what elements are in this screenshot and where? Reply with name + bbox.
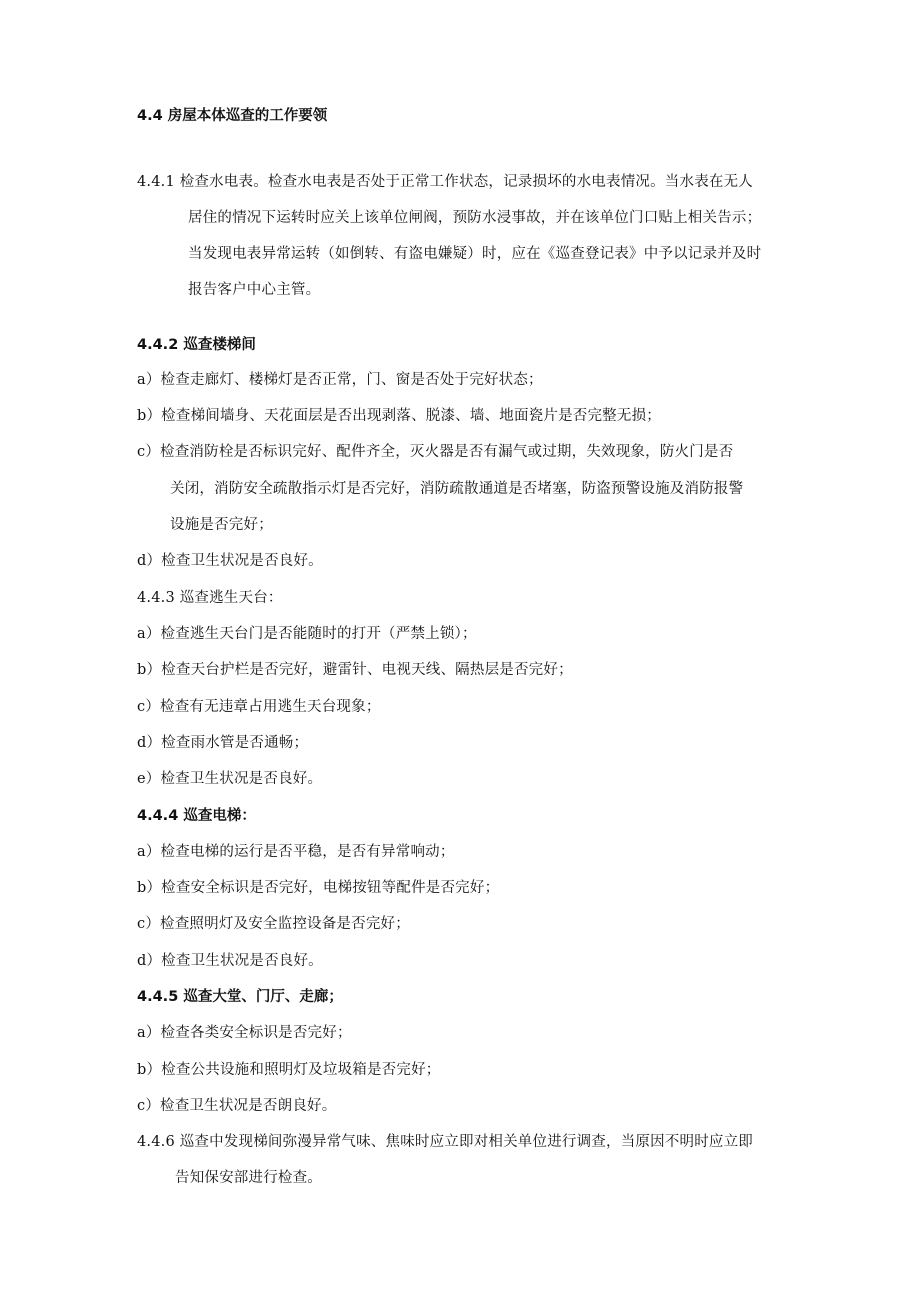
subsection-heading-4-4-3: 4.4.3 巡查逃生天台： bbox=[137, 590, 283, 606]
list-item: a）检查电梯的运行是否平稳，是否有异常响动； bbox=[137, 844, 455, 860]
list-item-continuation: 设施是否完好； bbox=[170, 517, 273, 533]
paragraph-line: 告知保安部进行检查。 bbox=[175, 1170, 322, 1186]
paragraph-line: 当发现电表异常运转（如倒转、有盗电嫌疑）时，应在《巡查登记表》中予以记录并及时 bbox=[188, 246, 762, 262]
list-item: c）检查照明灯及安全监控设备是否完好； bbox=[137, 916, 410, 932]
list-item: d）检查雨水管是否通畅； bbox=[137, 735, 309, 751]
list-item: b）检查安全标识是否完好，电梯按钮等配件是否完好； bbox=[137, 880, 500, 896]
list-item: c）检查卫生状况是否朗良好。 bbox=[137, 1098, 337, 1114]
list-item: a）检查逃生天台门是否能随时的打开（严禁上锁）； bbox=[137, 626, 477, 642]
list-item: b）检查公共设施和照明灯及垃圾箱是否完好； bbox=[137, 1062, 441, 1078]
list-item-continuation: 关闭，消防安全疏散指示灯是否完好，消防疏散通道是否堵塞，防盗预警设施及消防报警 bbox=[170, 481, 744, 497]
list-item: a）检查各类安全标识是否完好； bbox=[137, 1025, 352, 1041]
subsection-heading-4-4-2: 4.4.2 巡查楼梯间 bbox=[137, 337, 256, 353]
list-item: d）检查卫生状况是否良好。 bbox=[137, 953, 323, 969]
paragraph-line: 报告客户中心主管。 bbox=[188, 282, 321, 298]
subsection-heading-4-4-4: 4.4.4 巡查电梯： bbox=[137, 808, 256, 824]
paragraph-line: 4.4.1 检查水电表。检查水电表是否处于正常工作状态，记录损坏的水电表情况。当水表在无人 bbox=[137, 174, 753, 190]
list-item: d）检查卫生状况是否良好。 bbox=[137, 553, 323, 569]
list-item: c）检查消防栓是否标识完好、配件齐全，灭火器是否有漏气或过期，失效现象，防火门是否 bbox=[137, 444, 734, 460]
list-item: e）检查卫生状况是否良好。 bbox=[137, 771, 323, 787]
paragraph-line: 居住的情况下运转时应关上该单位闸阀，预防水浸事故，并在该单位门口贴上相关告示； bbox=[188, 210, 762, 226]
paragraph-line: 4.4.6 巡查中发现梯间弥漫异常气味、焦味时应立即对相关单位进行调查，当原因不明时应立即 bbox=[137, 1134, 753, 1150]
list-item: b）检查梯间墙身、天花面层是否出现剥落、脱漆、墙、地面瓷片是否完整无损； bbox=[137, 408, 661, 424]
list-item: c）检查有无违章占用逃生天台现象； bbox=[137, 699, 381, 715]
list-item: b）检查天台护栏是否完好，避雷针、电视天线、隔热层是否完好； bbox=[137, 662, 573, 678]
list-item: a）检查走廊灯、楼梯灯是否正常，门、窗是否处于完好状态； bbox=[137, 372, 543, 388]
subsection-heading-4-4-5: 4.4.5 巡查大堂、门厅、走廊； bbox=[137, 989, 343, 1005]
section-heading-4-4: 4.4 房屋本体巡查的工作要领 bbox=[137, 108, 328, 124]
